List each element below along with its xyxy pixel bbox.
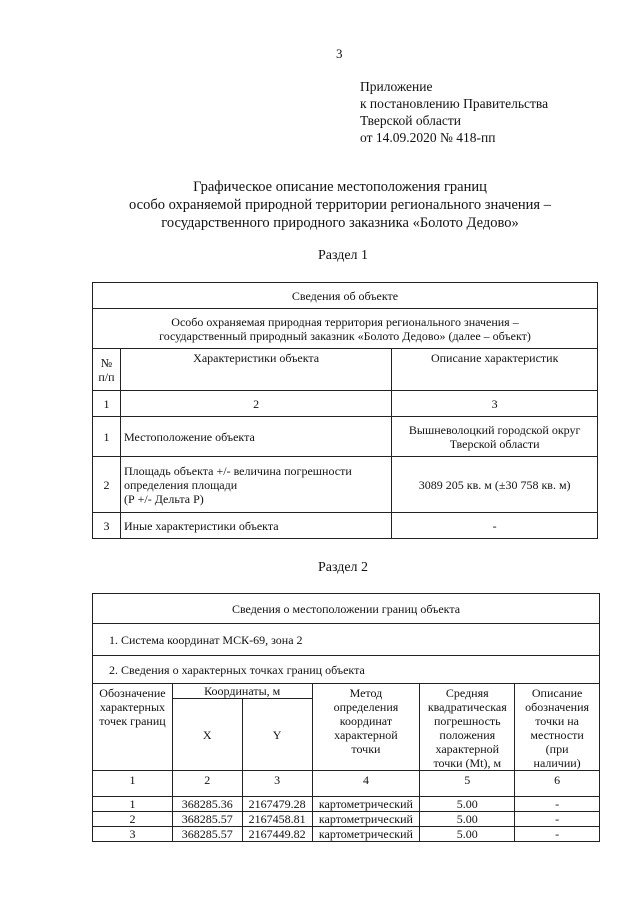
char-line: Местоположение объекта bbox=[123, 429, 255, 444]
index-cell: 2 bbox=[120, 391, 391, 417]
header-line: координат bbox=[339, 714, 393, 728]
section2-heading: Раздел 2 bbox=[317, 560, 369, 575]
index-cell: 6 bbox=[515, 771, 600, 797]
header-line: определения bbox=[333, 700, 399, 714]
char-line: Площадь объекта +/- величина погрешности bbox=[123, 463, 352, 478]
header-line: точки bbox=[351, 742, 381, 756]
col-desc-header: Описание характеристик bbox=[392, 349, 598, 391]
col-method-header bbox=[312, 684, 420, 771]
col-mark-header bbox=[515, 684, 600, 771]
index-cell: 1 bbox=[93, 771, 173, 797]
header-line: обозначения bbox=[525, 700, 590, 714]
object-info-table bbox=[92, 282, 598, 539]
col-char-header: Характеристики объекта bbox=[120, 349, 391, 391]
table-row bbox=[93, 417, 598, 457]
boundary-points-table bbox=[92, 593, 600, 842]
x-coord: 368285.57 bbox=[172, 812, 242, 827]
row-num: 3 bbox=[93, 513, 121, 539]
points-heading: 2. Сведения о характерных точках границ объекта bbox=[93, 656, 600, 684]
index-cell: 3 bbox=[392, 391, 598, 417]
index-cell: 4 bbox=[312, 771, 420, 797]
index-cell: 2 bbox=[172, 771, 242, 797]
table-header: Сведения о местоположении границ объекта bbox=[93, 594, 600, 624]
method: картометрический bbox=[312, 797, 420, 812]
col-point-header bbox=[93, 684, 173, 771]
header-line: наличии) bbox=[533, 756, 581, 770]
title-line: Графическое описание местоположения границ bbox=[193, 179, 487, 195]
header-line: (при bbox=[545, 742, 569, 756]
desc-line: - bbox=[492, 518, 497, 533]
y-coord: 2167449.82 bbox=[242, 827, 312, 842]
document-title bbox=[90, 178, 590, 232]
header-line: № bbox=[100, 355, 113, 370]
header-line: Средняя bbox=[445, 686, 489, 700]
char-line: определения площади bbox=[123, 477, 238, 492]
table-row bbox=[93, 457, 598, 513]
col-error-header bbox=[420, 684, 515, 771]
index-cell: 1 bbox=[93, 391, 121, 417]
header-line: Описание bbox=[531, 686, 583, 700]
row-char bbox=[120, 457, 391, 513]
header-line: точки (Mt), м bbox=[433, 756, 502, 770]
coord-system: 1. Система координат МСК-69, зона 2 bbox=[93, 624, 600, 656]
header-line: Метод bbox=[349, 686, 383, 700]
row-desc bbox=[392, 457, 598, 513]
title-line: государственного природного заказника «Болото Дедово» bbox=[161, 215, 519, 231]
object-name-cell bbox=[93, 309, 598, 349]
point-id: 1 bbox=[93, 797, 173, 812]
header-line: точки на bbox=[535, 714, 579, 728]
header-line: характерных bbox=[99, 700, 166, 714]
row-char bbox=[120, 513, 391, 539]
appendix-line: Тверской области bbox=[360, 113, 461, 128]
desc-line: Вышневолоцкий городской округ bbox=[408, 422, 581, 437]
index-cell: 3 bbox=[242, 771, 312, 797]
y-coord: 2167479.28 bbox=[242, 797, 312, 812]
header-line: погрешность bbox=[433, 714, 501, 728]
col-coords-header: Координаты, м bbox=[172, 684, 312, 699]
y-coord: 2167458.81 bbox=[242, 812, 312, 827]
table-row bbox=[93, 513, 598, 539]
method: картометрический bbox=[312, 812, 420, 827]
desc-line: 3089 205 кв. м (±30 758 кв. м) bbox=[418, 477, 571, 492]
point-id: 3 bbox=[93, 827, 173, 842]
point-id: 2 bbox=[93, 812, 173, 827]
row-num: 1 bbox=[93, 417, 121, 457]
error: 5.00 bbox=[420, 827, 515, 842]
mark: - bbox=[515, 797, 600, 812]
row-char bbox=[120, 417, 391, 457]
col-num-header bbox=[93, 349, 121, 391]
row-num: 2 bbox=[93, 457, 121, 513]
header-line: характерной bbox=[435, 742, 500, 756]
x-coord: 368285.36 bbox=[172, 797, 242, 812]
char-line: Иные характеристики объекта bbox=[123, 518, 279, 533]
method: картометрический bbox=[312, 827, 420, 842]
section1-heading: Раздел 1 bbox=[317, 248, 369, 263]
col-x-header: X bbox=[172, 699, 242, 771]
title-line: особо охраняемой природной территории регионального значения – bbox=[129, 197, 551, 213]
header-line: положения bbox=[439, 728, 496, 742]
header-line: местности bbox=[530, 728, 584, 742]
char-line: (Р +/- Дельта Р) bbox=[123, 491, 204, 506]
appendix-line: Приложение bbox=[360, 79, 433, 94]
table-header: Сведения об объекте bbox=[93, 283, 598, 309]
mark: - bbox=[515, 827, 600, 842]
error: 5.00 bbox=[420, 797, 515, 812]
appendix-block bbox=[360, 78, 548, 146]
row-desc bbox=[392, 513, 598, 539]
header-line: характерной bbox=[334, 728, 398, 742]
header-line: Обозначение bbox=[99, 686, 166, 700]
mark: - bbox=[515, 812, 600, 827]
header-line: квадратическая bbox=[427, 700, 507, 714]
x-coord: 368285.57 bbox=[172, 827, 242, 842]
page-number: 3 bbox=[336, 46, 343, 61]
table-row bbox=[93, 812, 600, 827]
desc-line: Тверской области bbox=[449, 436, 540, 451]
error: 5.00 bbox=[420, 812, 515, 827]
index-cell: 5 bbox=[420, 771, 515, 797]
object-name-line: Особо охраняемая природная территория регионального значения – bbox=[171, 314, 519, 329]
table-row bbox=[93, 827, 600, 842]
header-line: п/п bbox=[98, 369, 115, 384]
appendix-line: от 14.09.2020 № 418-пп bbox=[360, 130, 496, 145]
header-line: точек границ bbox=[99, 714, 166, 728]
table-row bbox=[93, 797, 600, 812]
object-name-line: государственный природный заказник «Болото Дедово» (далее – объект) bbox=[159, 328, 531, 343]
appendix-line: к постановлению Правительства bbox=[360, 96, 549, 111]
col-y-header: Y bbox=[242, 699, 312, 771]
row-desc bbox=[392, 417, 598, 457]
